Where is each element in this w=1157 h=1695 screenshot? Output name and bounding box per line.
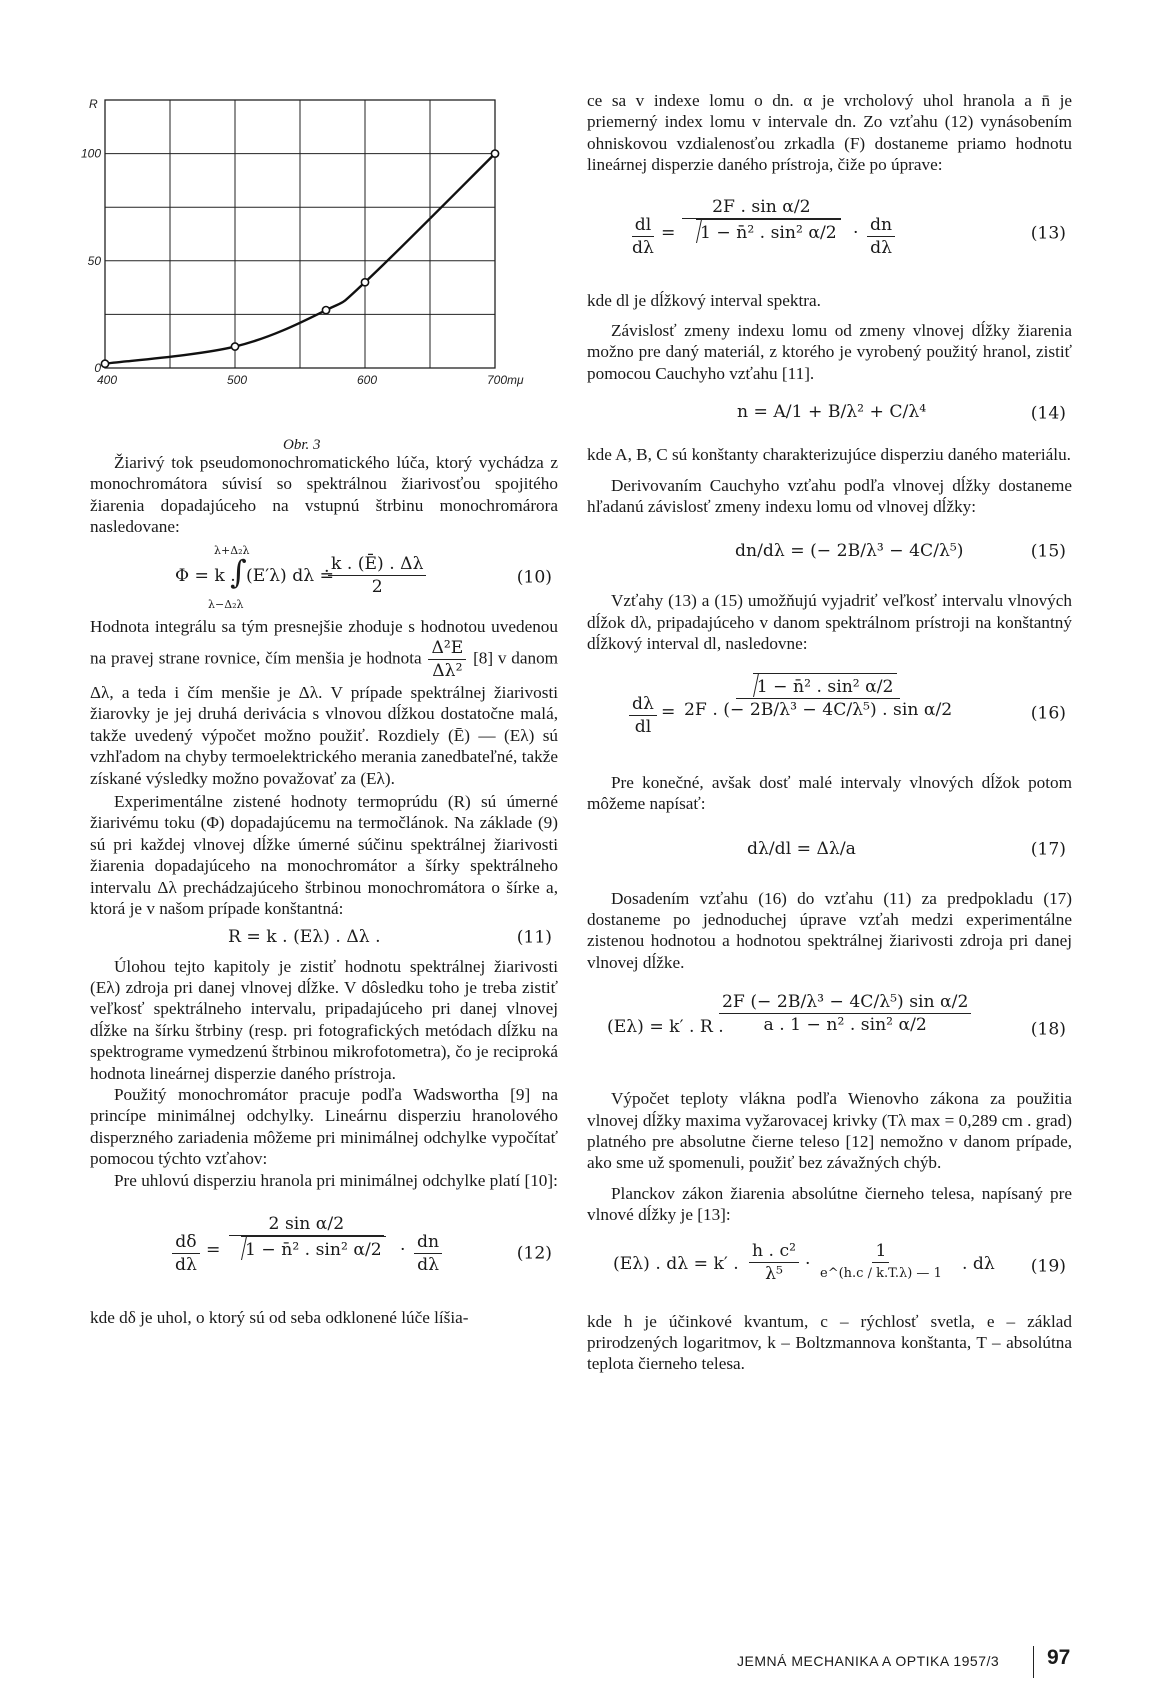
data-point — [361, 279, 368, 286]
equation-13: $\frac{dl}{d\lambda}$ = $\frac{\text{2F . sin α/2}}{\text{1 − n̄² . sin² α/2}}$ · $\frac{dn}{d\lambda}$ (13) — [632, 196, 1066, 258]
data-point — [231, 343, 238, 350]
right-paragraph-4: kde A, B, C sú konštanty charakterizujúce disperziu daného materiálu. — [587, 445, 1071, 465]
left-paragraph-1: Žiarivý tok pseudomonochromatického lúča, ktorý vychádza z monochromátora súvisí so spektrálnou žiarivosťou spojitého žiarenia dopadajúceho na vstupnú štrbinu monochromárora nasledovane: — [90, 453, 558, 537]
data-point — [322, 307, 329, 314]
data-point — [101, 360, 108, 367]
equation-11: R = k . (Eλ) . Δλ . (11) — [228, 926, 552, 947]
y-tick-label: 50 — [87, 253, 101, 268]
left-paragraph-4: Úlohou tejto kapitoly je zistiť hodnotu spektrálnej žiarivosti (Eλ) zdroja pri danej vlnovej dĺžke. V dôsledku toho je treba zistiť veľkosť spektrálneho intervalu, pripadajúceho pri danej vlnovej dĺžke na šírku štrbiny (resp. pri fotografických metódach dĺžku na spektrograme vymedzenú štrbinou mikrofotometra), čo je reciproká hodnota lineárnej disperzie daného prístroja. — [90, 956, 558, 1083]
left-paragraph-3: Experimentálne zistené hodnoty termoprúdu (R) sú úmerné žiarivému toku (Φ) dopadajúcemu na termočlánok. Na základe (9) sú pri každej vlnovej dĺžke úmerné súčinu spektrálnej žiarivosti žiarenia dopadajúceho na monochromátor a šírky spektrálneho intervalu Δλ prechádzajúceho štrbinou monochromátora o šírke a, ktorá je v našom prípade konštantná: — [90, 792, 558, 919]
right-paragraph-10: Planckov zákon žiarenia absolútne čierneho telesa, napísaný pre vlnové dĺžky je [13]: — [587, 1183, 1072, 1225]
figure-caption: Obr. 3 — [283, 437, 321, 453]
journal-footer: JEMNÁ MECHANIKA A OPTIKA 1957/3 — [737, 1653, 1000, 1669]
right-paragraph-5: Derivovaním Cauchyho vzťahu podľa vlnovej dĺžky dostaneme hľadanú závislosť zmeny indexu lomu od vlnovej dĺžky: — [587, 475, 1072, 517]
data-point — [491, 150, 498, 157]
equation-16: $\frac{d\lambda}{dl}$ = $\frac{\text{1 − n̄² . sin² α/2}}{\text{2F . (− 2B/λ³ − 4C/λ⁵) . sin α/2}}$ (16) — [587, 665, 1072, 763]
equation-17: dλ/dl = Δλ/a (17) — [747, 838, 1066, 859]
right-paragraph-2: kde dl je dĺžkový interval spektra. — [587, 290, 821, 310]
equation-number: (10) — [516, 566, 552, 587]
x-tick-label: 400 — [97, 373, 118, 387]
equation-10: Φ = k . λ+Δ₂λ ∫ λ−Δ₂λ (E′λ) dλ ≐ $\frac{k . (Ē) . \Delta\lambda}{2}$ (10) — [175, 543, 552, 611]
right-paragraph-11: kde h je účinkové kvantum, c – rýchlosť svetla, e – základ prirodzených logaritmov, k – Boltzmannova konštanta, T – absolútna teplota čierneho telesa. — [587, 1311, 1072, 1374]
left-paragraph-5: Použitý monochromátor pracuje podľa Wadswortha [9] na princípe minimálnej odchylky. Lineárnu disperziu hranolového disperzného zariadenia môžeme pri minimálnej odchylke vypočítať pomocou týchto vzťahov: — [90, 1084, 558, 1169]
right-column — [587, 90, 1072, 1375]
right-paragraph-8: Dosadením vzťahu (16) do vzťahu (11) za predpokladu (17) dostaneme po jednoduchej úprave vzťah medzi experimentálne zistenou hodnotou a hodnotou spektrálnej žiarivosti zdroja pri danej vlnovej dĺžke. — [587, 888, 1072, 972]
right-paragraph-3: Závislosť zmeny indexu lomu od zmeny vlnovej dĺžky žiarenia možno pre daný materiál, z ktorého je vyrobený použitý hranol, zistiť pomocou Cauchyho vzťahu [11]. — [587, 321, 1072, 383]
x-tick-label: 500 — [227, 373, 248, 387]
x-tick-label: 600 — [357, 373, 378, 387]
chart — [80, 90, 535, 410]
equation-18: (Eλ) = k′ . R . $\frac{\text{2F (− 2B/λ³ − 4C/λ⁵) sin α/2}}{\text{a . 1 − n² . sin² α/2}}$ (18) — [607, 992, 1066, 1040]
equation-12: $\frac{d\delta}{d\lambda}$ = $\frac{\text{2 sin α/2}}{\text{1 − n̄² . sin² α/2}}$ · $\frac{dn}{d\lambda}$ (12) — [90, 1207, 558, 1301]
footer-divider — [1033, 1646, 1034, 1678]
equation-14: n = A/1 + B/λ² + C/λ⁴ (14) — [737, 402, 1066, 424]
right-paragraph-7: Pre konečné, avšak dosť malé intervaly vlnových dĺžok potom môžeme napísať: — [587, 772, 1072, 814]
right-paragraph-1: ce sa v indexe lomu o dn. α je vrcholový uhol hranola a n̄ je priemerný index lomu v intervale dn. Zo vzťahu (12) vynásobením ohniskovou vzdialenosťou zrkadla (F) dostaneme priamo hodnotu lineárnej disperzie daného prístroja, čiže po úprave: — [587, 91, 1072, 175]
right-paragraph-9: Výpočet teploty vlákna podľa Wienovho zákona za použitia vlnovej dĺžky maxima vyžarovacej krivky (Tλ max = 0,289 cm . grad) platného pre absolutne čierne teleso [12] nemožno v danom prípade, ako sme už spomenuli, použiť bez závažných chýb. — [587, 1089, 1072, 1173]
y-axis-label: R — [89, 97, 98, 111]
left-paragraph-6: Pre uhlovú disperziu hranola pri minimálnej odchylke platí [10]: — [114, 1170, 558, 1190]
page-number: 97 — [1047, 1646, 1071, 1669]
equation-15: dn/dλ = (− 2B/λ³ − 4C/λ⁵) (15) — [735, 541, 1066, 562]
left-paragraph-7: kde dδ je uhol, o ktorý sú od seba odklonené lúče líšia- — [90, 1307, 469, 1327]
left-column — [90, 452, 558, 1328]
x-tick-label: 700mμ — [487, 373, 524, 387]
equation-19: (Eλ) . dλ = k′ . $\frac{\text{h . c²}}{\text{λ⁵}}$ · 1 e^(h.c / k.T.λ) — 1 . dλ (19) — [613, 1240, 1066, 1284]
y-tick-label: 0 — [94, 361, 101, 375]
right-paragraph-6: Vzťahy (13) a (15) umožňujú vyjadriť veľkosť intervalu vlnových dĺžok dλ, pripadajúceho v danom spektrálnom prístroji na konštantný dĺžkový interval dl, nasledovne: — [587, 591, 1072, 654]
y-tick-label: 100 — [80, 146, 101, 161]
left-paragraph-2: Hodnota integrálu sa tým presnejšie zhoduje s hodnotou uvedenou na pravej strane rovnice, čím menšia je hodnota $\frac{\text{Δ²E}}{\text{Δλ²}}$ [8] v danom Δλ, a teda i čím menšie je Δλ. V prípade spektrálnej žiarivosti žiarovky je jej druhá derivácia s vlnovou dĺžkou dostatočne malá, takže uvedený výpočet možno použiť. Rozdiely (Ē) — (Eλ) sú vzhľadom na chyby termoelektrického merania zanedbateľné, takže získané výsledky možno považovať za (Eλ). — [90, 616, 559, 788]
